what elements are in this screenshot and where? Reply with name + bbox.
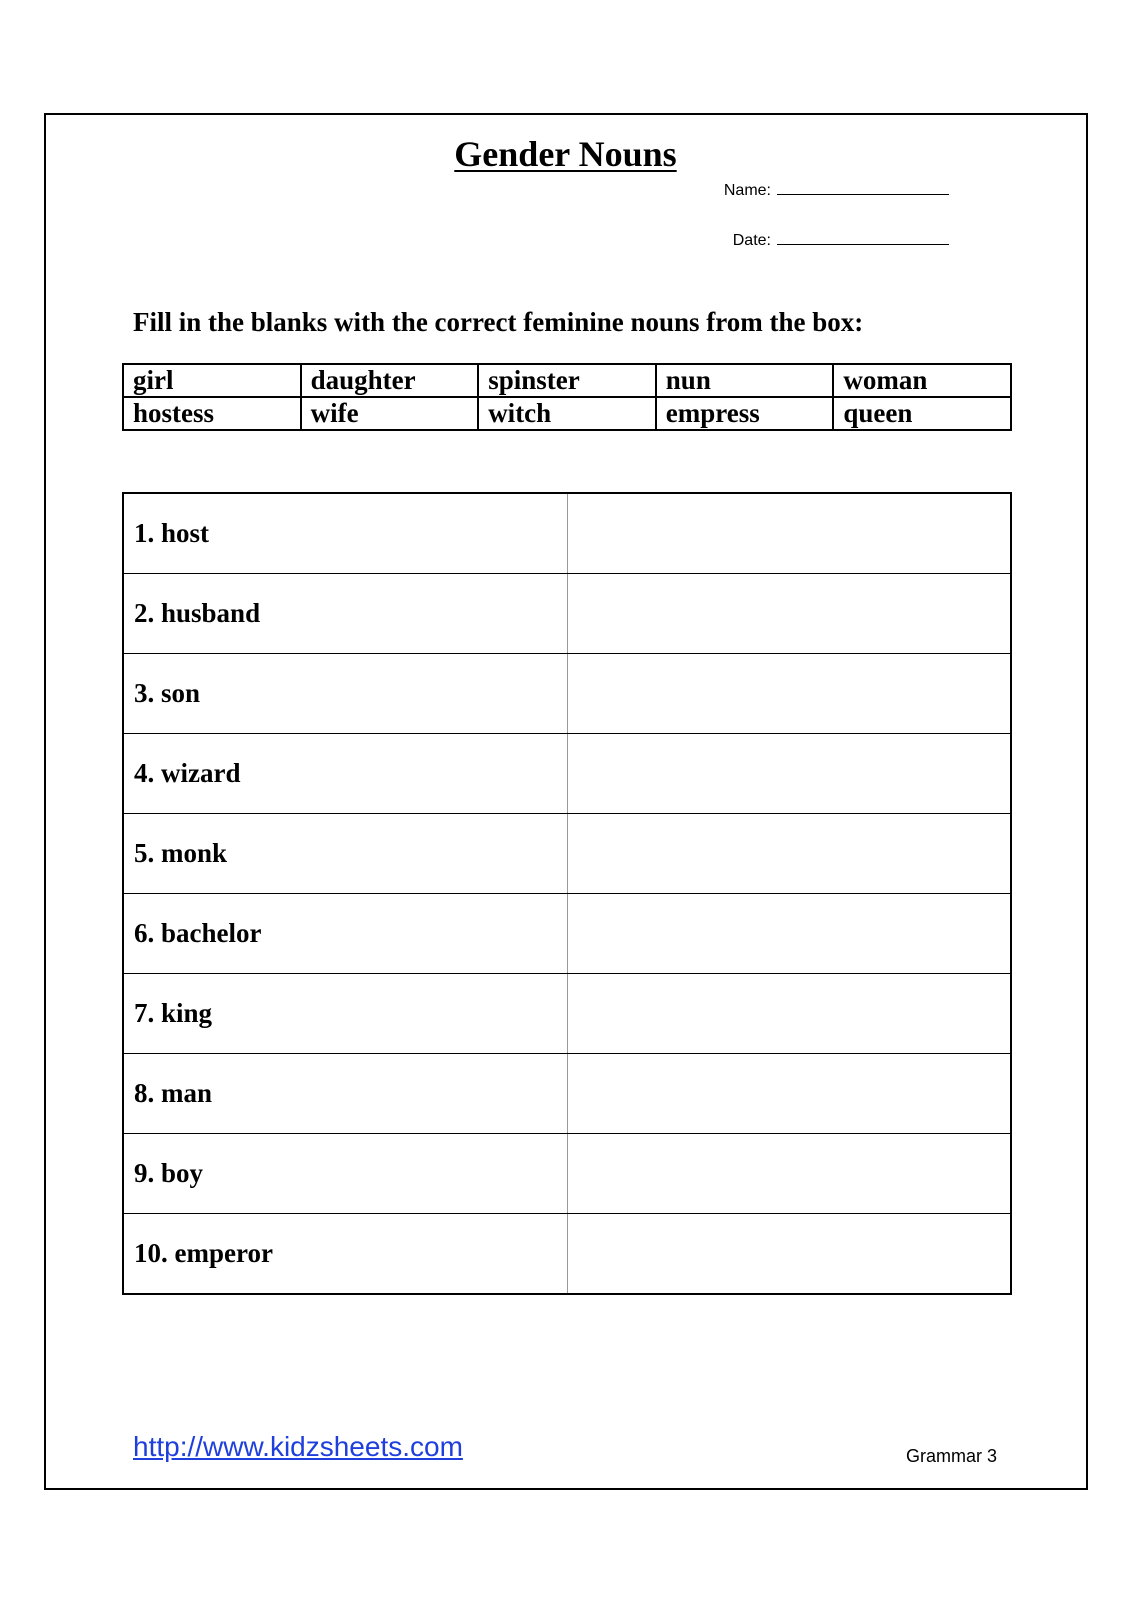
- word-box: [122, 363, 1012, 431]
- date-blank[interactable]: [777, 232, 949, 245]
- question-label: 5. monk: [123, 814, 568, 894]
- word-box-cell: empress: [656, 397, 834, 430]
- answer-cell[interactable]: [568, 734, 1012, 814]
- word-box-cell: hostess: [123, 397, 301, 430]
- answer-cell[interactable]: [568, 894, 1012, 974]
- worksheet-code: Grammar 3: [905, 1446, 997, 1466]
- question-label: 8. man: [123, 1054, 568, 1134]
- word-box-cell: queen: [833, 397, 1011, 430]
- name-blank[interactable]: [777, 182, 949, 195]
- name-field[interactable]: [724, 182, 949, 199]
- question-label: 9. boy: [123, 1134, 568, 1214]
- word-box-cell: woman: [833, 364, 1011, 397]
- question-row: [123, 734, 1011, 814]
- question-row: [123, 1134, 1011, 1214]
- instructions: Fill in the blanks with the correct feminine nouns from the box:: [133, 307, 864, 337]
- answer-cell[interactable]: [568, 493, 1012, 574]
- question-row: [123, 574, 1011, 654]
- question-label: 7. king: [123, 974, 568, 1054]
- answer-cell[interactable]: [568, 1134, 1012, 1214]
- answer-cell[interactable]: [568, 574, 1012, 654]
- date-field[interactable]: [733, 232, 949, 249]
- question-label: 10. emperor: [123, 1214, 568, 1295]
- question-label: 6. bachelor: [123, 894, 568, 974]
- question-row: [123, 974, 1011, 1054]
- answer-cell[interactable]: [568, 974, 1012, 1054]
- website-link[interactable]: http://www.kidzsheets.com: [133, 1431, 463, 1462]
- answer-cell[interactable]: [568, 814, 1012, 894]
- question-row: [123, 654, 1011, 734]
- word-box-row: [123, 364, 1011, 397]
- answer-cell[interactable]: [568, 1214, 1012, 1295]
- answer-cell[interactable]: [568, 654, 1012, 734]
- word-box-cell: girl: [123, 364, 301, 397]
- question-label: 4. wizard: [123, 734, 568, 814]
- question-label: 2. husband: [123, 574, 568, 654]
- word-box-cell: spinster: [478, 364, 656, 397]
- question-row: [123, 894, 1011, 974]
- answer-table: [122, 492, 1012, 1295]
- name-label: Name:: [723, 182, 771, 199]
- word-box-row: [123, 397, 1011, 430]
- question-row: [123, 814, 1011, 894]
- question-row: [123, 1054, 1011, 1134]
- word-box-cell: nun: [656, 364, 834, 397]
- question-label: 1. host: [123, 493, 568, 574]
- page-title: Gender Nouns: [454, 134, 677, 174]
- question-label: 3. son: [123, 654, 568, 734]
- word-box-cell: daughter: [301, 364, 479, 397]
- question-row: [123, 1214, 1011, 1295]
- word-box-cell: wife: [301, 397, 479, 430]
- date-label: Date:: [732, 232, 771, 249]
- answer-cell[interactable]: [568, 1054, 1012, 1134]
- word-box-cell: witch: [478, 397, 656, 430]
- question-row: [123, 493, 1011, 574]
